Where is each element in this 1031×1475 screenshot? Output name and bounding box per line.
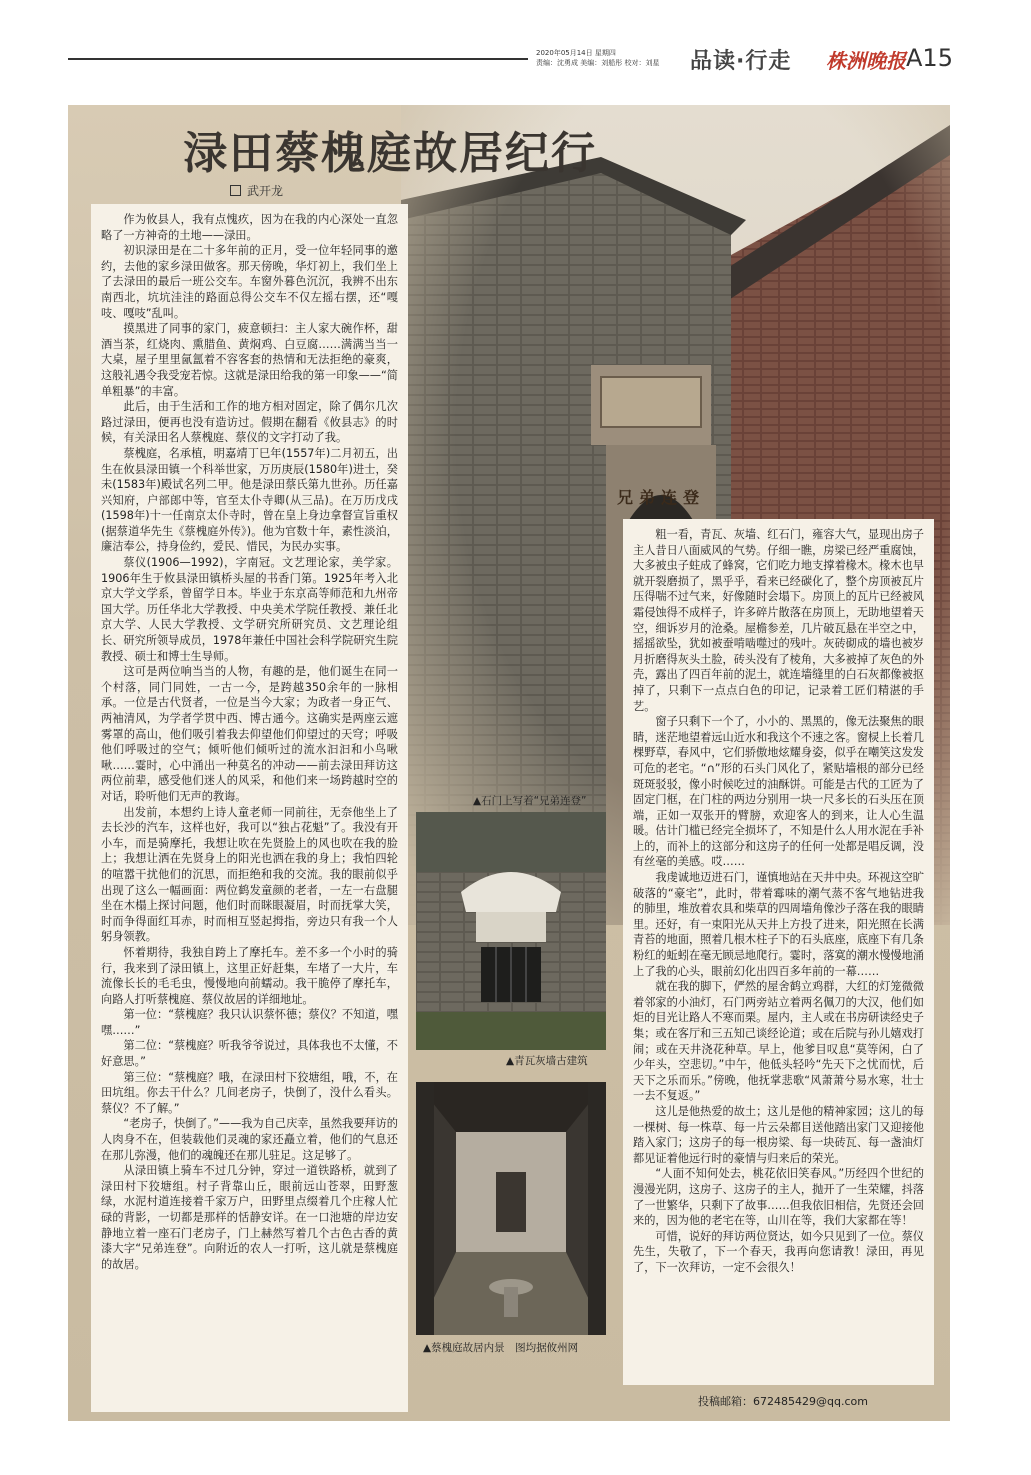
interior-photo	[416, 1082, 606, 1335]
paragraph: 这可是两位响当当的人物，有趣的是，他们诞生在同一个村落，同门同姓，一古一今，是跨越350余年的一脉相承。一位是古代贤者，一位是当今大家；为政者一身正气、两袖清风，为学者学贯中西、博古通今。这确实是两座云遮雾罩的高山，他们吸引着我去仰望他们仰望过的天穹；呼吸他们呼吸过的空气；倾听他们倾听过的流水汩汩和小鸟啾啾……霎时，心中涌出一种莫名的冲动——前去渌田拜访这两位前辈，感受他们迷人的风采，和他们来一场跨越时空的对话，聆听他们无声的教诲。	[101, 665, 398, 803]
left-column	[91, 204, 408, 1412]
paragraph: 蔡槐庭，名承植，明嘉靖丁巳年(1557年)二月初五，出生在攸县渌田镇一个科举世家，万历庚辰(1580年)进士，癸未(1583年)殿试名列二甲。他是渌田蔡氏第九世孙。历任嘉兴知府，户部郎中等，官至太仆寺卿(从三品)。在万历戊戌(1598年)十一任南京太仆寺时，曾在皇上身边拿督宣旨重权(据蔡道华先生《蔡槐庭外传》)。他为官数十年，素性淡泊，廉洁奉公，持身俭约，爱民、惜民，为民办实事。	[101, 446, 398, 554]
header-meta	[536, 48, 686, 68]
gate-plaque-text: 兄弟连登	[616, 488, 705, 507]
paragraph: 可惜，说好的拜访两位贤达，如今只见到了一位。蔡仪先生，失敬了，下一个春天，我再向您请教！渌田，再见了，下一次拜访，一定不会很久！	[633, 1229, 924, 1274]
submission-email: 投稿邮箱：672485429@qq.com	[698, 1395, 868, 1408]
old-building-photo	[416, 812, 606, 1050]
paragraph: 蔡仪(1906—1992)，字南冠。文艺理论家，美学家。1906年生于攸县渌田镇桥头屋的书香门第。1925年考入北京大学文学系，曾留学日本。毕业于东京高等师范和九州帝国大学。历任华北大学教授、中央美术学院任教授、兼任北京大学、人民大学教授、文学研究所研究员、文艺理论组长、研究所领导成员，1978年兼任中国社会科学院研究生院教授、硕士和博士生导师。	[101, 556, 398, 663]
paragraph: 第一位：“蔡槐庭？我只认识蔡怀德；蔡仪？不知道，嘿嘿……”	[101, 1008, 398, 1037]
paragraph: 第三位：“蔡槐庭？哦，在渌田村下狡塘组，哦，不，在田坑组。你去干什么？几间老房子，快倒了，没什么看头。蔡仪？不了解。”	[101, 1070, 398, 1115]
paragraph: 出发前，本想约上诗人童老师一同前往，无奈他坐上了去长沙的汽车，这样也好，我可以“独占花魁”了。我没有开小车，而是骑摩托，我想让吹在先贤脸上的风也吹在我的脸上；我想让洒在先贤身上的阳光也洒在我的身上；我怕四轮的喧嚣干扰他们的沉思，而拒绝和我的交流。我的眼前似乎出现了这么一幅画面：两位鹤发童颜的老者，一左一右盘腿坐在木榻上探讨问题，他们时而眯眼凝眉，时而抚掌大笑，时而争得面红耳赤，时而相互竖起拇指，旁边只有我一个人躬身领教。	[101, 805, 398, 944]
hero-photo-caption: ▲石门上写着“兄弟连登”	[473, 795, 587, 807]
paragraph: 粗一看，青瓦、灰墙、红石门，雍容大气，显现出房子主人昔日八面威风的气势。仔细一瞧，房梁已经严重腐蚀，大多被虫子蛀成了蜂窝，它们吃力地支撑着椽木。椽木也早就开裂磨损了，黑乎乎，看来已经碳化了，整个房顶被瓦片压得喘不过气来，好像随时会塌下。房顶上的瓦片已经被风霜侵蚀得不成样子，许多碎片散落在房顶上，无助地望着天空，细诉岁月的沧桑。屋檐参差，几片破瓦悬在半空之中，摇摇欲坠，犹如被蚕啃啮噬过的残叶。灰砖砌成的墙也被岁月折磨得灰头土脸，砖头没有了棱角，大多被掉了灰色的外壳，露出了四百年前的泥土，就连墙缝里的白石灰都像被抠掉了，只剩下一点点白色的印记，记录着工匠们精湛的手艺。	[633, 528, 924, 713]
paragraph: 此后，由于生活和工作的地方相对固定，除了偶尔几次路过渌田，便再也没有造访过。假期在翻看《攸县志》的时候，有关渌田名人蔡槐庭、蔡仪的文字打动了我。	[101, 400, 398, 445]
right-column	[623, 519, 934, 1385]
author-name: 武开龙	[247, 184, 284, 198]
article-author	[230, 182, 283, 199]
paragraph: 窗子只剩下一个了，小小的、黑黑的，像无法聚焦的眼睛，迷茫地望着远山近水和我这个不速之客。窗棂上长着几棵野草，春风中，它们骄傲地炫耀身姿，似乎在嘲笑这发发可危的老宅。“∩”形的石头门风化了，紧贴墙根的部分已经斑斑驳驳，像小时候吃过的油酥饼。可能是古代的工匠为了固定门框，在门柱的两边分别用一块一尺多长的石头压在顶端，正如一双张开的臂膀，欢迎客人的到来，让人心生温暖。估计门槛已经完全损坏了，不知是什么人用水泥在手补上的，而补上的这部分和这房子的任何一处都是唱反调，没有丝毫的美感。哎……	[633, 715, 924, 869]
newspaper-logo: 株洲晚报	[826, 49, 906, 73]
paragraph: 摸黑进了同事的家门，疲意顿扫：主人家大碗作杯，甜酒当茶，红烧肉、熏腊鱼、黄焖鸡、白豆腐……满满当当一大桌，屋子里里氤氲着不容客套的热情和无法拒绝的豪爽，这般礼遇令我受宠若惊。这就是渌田给我的第一印象——“简单粗暴”的丰富。	[101, 322, 398, 398]
paragraph: 初识渌田是在二十多年前的正月，受一位年轻同事的邀约，去他的家乡渌田做客。那天傍晚，华灯初上，我们坐上了去渌田的最后一班公交车。车窗外暮色沉沉，我辨不出东南西北，坑坑洼洼的路面总得公交车不仅左摇右摆，还“嘎吱、嘎吱”乱叫。	[101, 244, 398, 320]
paragraph: 我虔诚地迈进石门，谨慎地站在天井中央。环视这空旷破落的“豪宅”，此时，带着霉味的潮气蒸不客气地钻进我的肺里，堆放着农具和柴草的四周墙角像沙子落在我的眼睛里。还好，有一束阳光从天井上方投了进来，阳光照在长满青苔的地面，照着几根木柱子下的石头底座，底座下有几条粉红的蚯蚓在毫无顾忌地爬行。霎时，落寞的潮水慢慢地涌上了我的心头，眼前幻化出四百多年前的一幕……	[633, 871, 924, 978]
paragraph: 就在我的脚下，俨然的屋舍鹤立鸡群，大红的灯笼微微着邻家的小油灯，石门两旁站立着两名佩刀的大汉，他们如炬的目光让路人不寒而栗。屋内，主人或在书房研读经史子集；或在客厅和三五知己谈经论道；或在后院与孙儿嬉戏打闹；或在天井浇花种草。早上，他爹目叹息“莫等闲，白了少年头，空悲切。”中午，他低头轻吟“先天下之忧而忧，后天下之乐而乐。”傍晚，他抚掌悲歌“风萧萧兮易水寒，壮士一去不复返。”	[633, 980, 924, 1103]
issue-date: 2020年05月14日 星期四	[536, 49, 616, 57]
photo3-caption: ▲蔡槐庭故居内景 图均据攸州网	[423, 1342, 579, 1354]
paragraph: 第二位：“蔡槐庭？听我爷爷说过，具体我也不太懂，不好意思。”	[101, 1039, 398, 1069]
section-title: 品读·行走	[690, 49, 792, 74]
article-frame	[68, 105, 950, 1421]
author-box-icon	[230, 185, 241, 196]
paragraph: 从渌田镇上骑车不过几分钟，穿过一道铁路桥，就到了渌田村下狡塘组。村子背靠山丘，眼前远山苍翠，田野葱绿，水泥村道连接着千家万户，田野里点缀着几个庄稼人忙碌的背影，一切都是那样的恬静安详。在一口池塘的岸边安静地立着一座石门老房子，门上赫然写着几个古色古香的黄漆大字“兄弟连登”。向附近的农人一打听，这儿就是蔡槐庭的故居。	[101, 1164, 398, 1271]
paragraph: 这儿是他热爱的故土；这儿是他的精神家园；这儿的每一棵树、每一株草、每一片云朵都目送他踏出家门又迎接他踏入家门；这房子的每一根房梁、每一块砖瓦、每一盏油灯都见证着他远行时的豪情与归来后的荣光。	[633, 1104, 924, 1165]
paragraph: “人面不知何处去，桃花依旧笑春风。”历经四个世纪的漫漫光阴，这房子、这房子的主人，抛开了一生荣耀，抖落了一世繁华，只剩下了故事……但我依旧相信，先贤还会回来的，因为他的老宅在等，山川在等，我们大家都在等！	[633, 1167, 924, 1228]
paragraph: “老房子，快倒了。”——我为自己庆幸，虽然我要拜访的人肉身不在，但装载他们灵魂的家还矗立着，他们的气息还在那儿弥漫，他们的魂魄还在那儿驻足。这足够了。	[101, 1117, 398, 1162]
page-number: A15	[906, 44, 953, 72]
paragraph: 作为攸县人，我有点愧疚，因为在我的内心深处一直忽略了一方神奇的土地——渌田。	[101, 213, 398, 242]
staff-credits: 责编：沈勇成 美编：刘船彤 校对：刘星	[536, 59, 660, 67]
article-title: 渌田蔡槐庭故居纪行	[183, 128, 597, 179]
header-rule	[68, 58, 528, 60]
photo2-caption: ▲青瓦灰墙古建筑	[506, 1055, 588, 1067]
paragraph: 怀着期待，我独自跨上了摩托车。差不多一个小时的骑行，我来到了渌田镇上，这里正好赶集，车堵了一大片，车流像长长的毛毛虫，慢慢地向前蠕动。我干脆停了摩托车，向路人打听蔡槐庭、蔡仪故居的详细地址。	[101, 945, 398, 1006]
